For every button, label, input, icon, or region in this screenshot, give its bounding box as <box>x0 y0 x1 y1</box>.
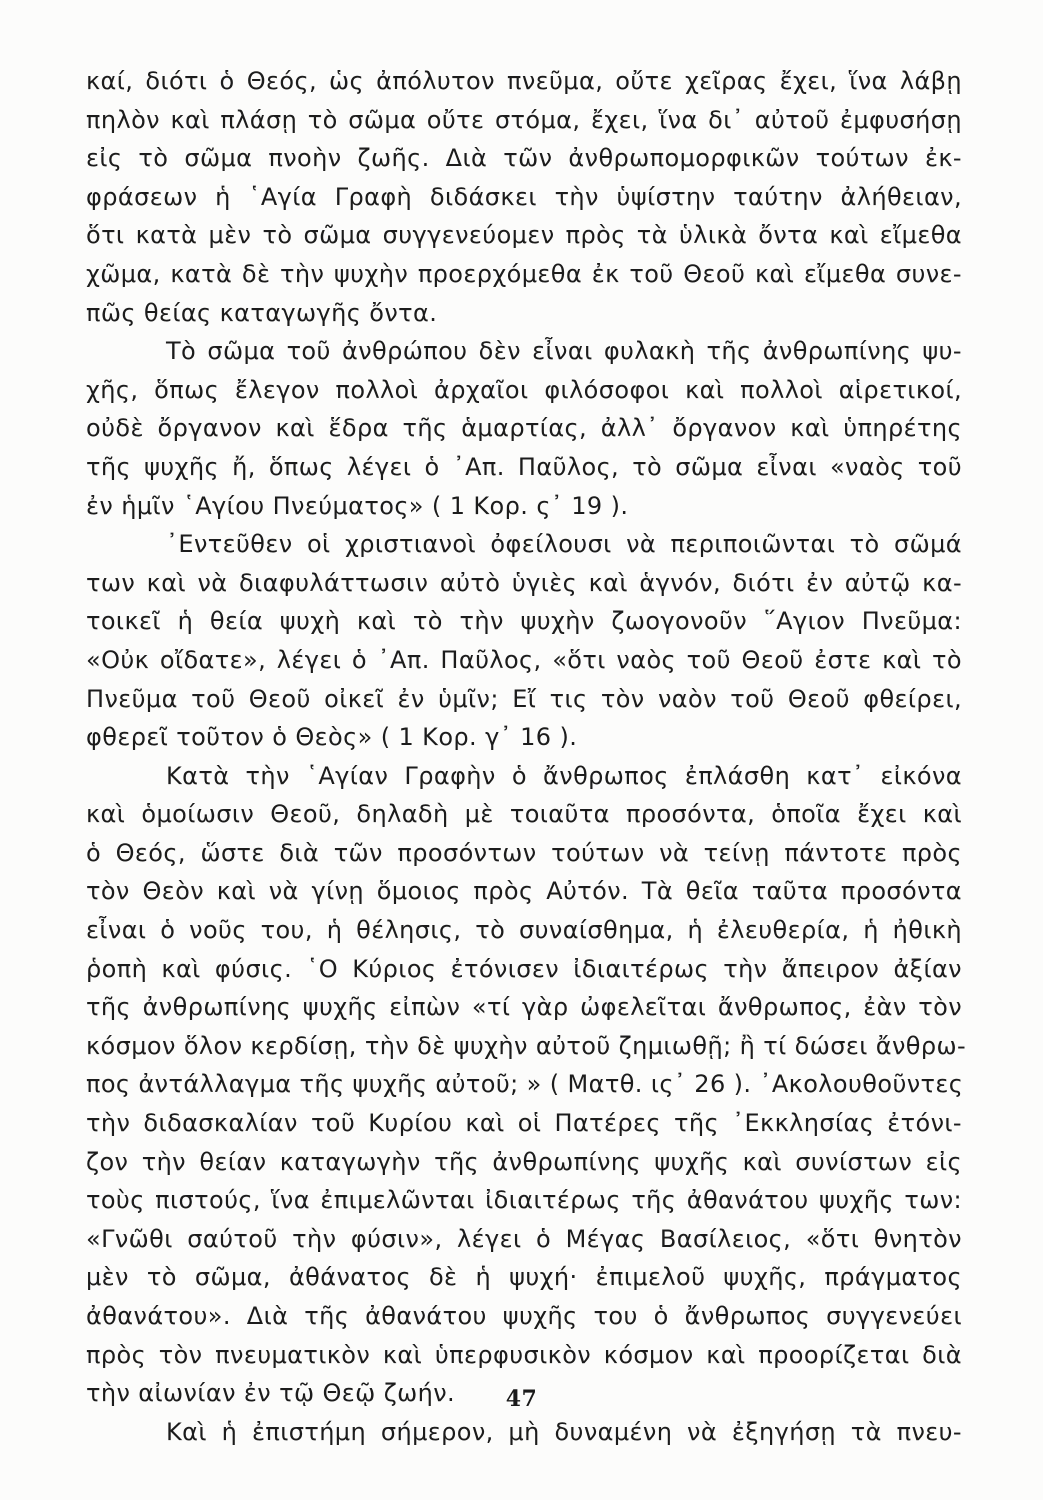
body-text <box>86 62 967 1451</box>
text-line-3: εἰς τὸ σῶμα πνοὴν ζωῆς. Διὰ τῶν ἀνθρωπομορφικῶν τούτων ἐκ- <box>86 144 962 173</box>
text-line-7: πῶς θείας καταγωγῆς ὄντα. <box>86 298 438 327</box>
text-line-24: ῥοπὴ καὶ φύσις. ῾Ο Κύριος ἐτόνισεν ἰδιαιτέρως τὴν ἄπειρον ἀξίαν <box>86 954 962 983</box>
text-line-20: καὶ ὁμοίωσιν Θεοῦ, δηλαδὴ μὲ τοιαῦτα προσόντα, ὁποῖα ἔχει καὶ <box>86 800 962 829</box>
text-line-18: φθερεῖ τοῦτον ὁ Θεὸς» ( 1 Κορ. γ᾽ 16 ). <box>86 723 578 752</box>
text-line-10: οὐδὲ ὄργανον καὶ ἕδρα τῆς ἁμαρτίας, ἀλλ᾽ ὄργανον καὶ ὑπηρέτης <box>86 414 962 443</box>
text-line-29: ζον τὴν θείαν καταγωγὴν τῆς ἀνθρωπίνης ψυχῆς καὶ συνίστων εἰς <box>86 1147 962 1176</box>
text-line-1: καί, διότι ὁ Θεός, ὡς ἀπόλυτον πνεῦμα, οὔτε χεῖρας ἔχει, ἵνα λάβῃ <box>86 67 962 95</box>
text-line-9: χῆς, ὅπως ἔλεγον πολλοὶ ἀρχαῖοι φιλόσοφοι καὶ πολλοὶ αἱρετικοί, <box>86 375 962 404</box>
text-line-27: πος ἀντάλλαγμα τῆς ψυχῆς αὐτοῦ; » ( Ματθ. ις᾽ 26 ). ᾽Ακολουθοῦντες <box>86 1070 964 1099</box>
text-line-14: των καὶ νὰ διαφυλάττωσιν αὐτὸ ὑγιὲς καὶ ἁγνόν, διότι ἐν αὐτῷ κα- <box>86 568 962 597</box>
text-line-34: πρὸς τὸν πνευματικὸν καὶ ὑπερφυσικὸν κόσμον καὶ προορίζεται διὰ <box>86 1340 962 1369</box>
text-line-36: Καὶ ἡ ἐπιστήμη σήμερον, μὴ δυναμένη νὰ ἐξηγήσῃ τὰ πνευ- <box>166 1417 962 1446</box>
text-line-6: χῶμα, κατὰ δὲ τὴν ψυχὴν προερχόμεθα ἐκ τοῦ Θεοῦ καὶ εἴμεθα συνε- <box>86 259 962 288</box>
text-line-35: τὴν αἰωνίαν ἐν τῷ Θεῷ ζωήν. <box>86 1379 456 1408</box>
text-line-22: τὸν Θεὸν καὶ νὰ γίνῃ ὅμοιος πρὸς Αὐτόν. Τὰ θεῖα ταῦτα προσόντα <box>86 877 962 906</box>
text-line-13: ᾽Εντεῦθεν οἱ χριστιανοὶ ὀφείλουσι νὰ περιποιῶνται τὸ σῶμά <box>166 530 962 559</box>
text-line-15: τοικεῖ ἡ θεία ψυχὴ καὶ τὸ τὴν ψυχὴν ζωογονοῦν ῞Αγιον Πνεῦμα: <box>86 607 962 636</box>
text-line-16: «Οὐκ οἴδατε», λέγει ὁ ᾽Απ. Παῦλος, «ὅτι ναὸς τοῦ Θεοῦ ἐστε καὶ τὸ <box>86 645 962 674</box>
text-line-30: τοὺς πιστούς, ἵνα ἐπιμελῶνται ἰδιαιτέρως τῆς ἀθανάτου ψυχῆς των: <box>86 1186 962 1215</box>
text-line-5: ὅτι κατὰ μὲν τὸ σῶμα συγγενεύομεν πρὸς τὰ ὑλικὰ ὄντα καὶ εἴμεθα <box>86 221 962 250</box>
text-line-21: ὁ Θεός, ὥστε διὰ τῶν προσόντων τούτων νὰ τείνῃ πάντοτε πρὸς <box>86 838 962 867</box>
text-line-28: τὴν διδασκαλίαν τοῦ Κυρίου καὶ οἱ Πατέρες τῆς ᾽Εκκλησίας ἐτόνι- <box>86 1109 962 1138</box>
text-line-4: φράσεων ἡ ῾Αγία Γραφὴ διδάσκει τὴν ὑψίστην ταύτην ἀλήθειαν, <box>86 182 962 211</box>
text-line-19: Κατὰ τὴν ῾Αγίαν Γραφὴν ὁ ἄνθρωπος ἐπλάσθη κατ᾽ εἰκόνα <box>166 761 962 790</box>
text-line-23: εἶναι ὁ νοῦς του, ἡ θέλησις, τὸ συναίσθημα, ἡ ἐλευθερία, ἡ ἠθικὴ <box>86 916 962 945</box>
text-line-32: μὲν τὸ σῶμα, ἀθάνατος δὲ ἡ ψυχή· ἐπιμελοῦ ψυχῆς, πράγματος <box>86 1263 962 1292</box>
text-line-26: κόσμον ὅλον κερδίσῃ, τὴν δὲ ψυχὴν αὐτοῦ ζημιωθῇ; ἢ τί δώσει ἄνθρω- <box>86 1031 967 1060</box>
text-line-17: Πνεῦμα τοῦ Θεοῦ οἰκεῖ ἐν ὑμῖν; Εἴ τις τὸν ναὸν τοῦ Θεοῦ φθείρει, <box>86 684 962 713</box>
page-number: 47 <box>505 1386 538 1412</box>
text-line-11: τῆς ψυχῆς ἤ, ὅπως λέγει ὁ ᾽Απ. Παῦλος, τὸ σῶμα εἶναι «ναὸς τοῦ <box>86 452 962 481</box>
text-line-31: «Γνῶθι σαύτοῦ τὴν φύσιν», λέγει ὁ Μέγας Βασίλειος, «ὅτι θνητὸν <box>86 1224 962 1253</box>
text-line-12: ἐν ἡμῖν ῾Αγίου Πνεύματος» ( 1 Κορ. ς᾽ 19 ). <box>86 491 629 520</box>
text-line-33: ἀθανάτου». Διὰ τῆς ἀθανάτου ψυχῆς του ὁ ἄνθρωπος συγγενεύει <box>86 1302 962 1330</box>
text-line-8: Τὸ σῶμα τοῦ ἀνθρώπου δὲν εἶναι φυλακὴ τῆς ἀνθρωπίνης ψυ- <box>166 337 962 366</box>
text-line-2: πηλὸν καὶ πλάσῃ τὸ σῶμα οὔτε στόμα, ἔχει, ἵνα δι᾽ αὐτοῦ ἐμφυσήσῃ <box>86 105 962 134</box>
text-line-25: τῆς ἀνθρωπίνης ψυχῆς εἰπὼν «τί γὰρ ὠφελεῖται ἄνθρωπος, ἐὰν τὸν <box>86 993 962 1022</box>
